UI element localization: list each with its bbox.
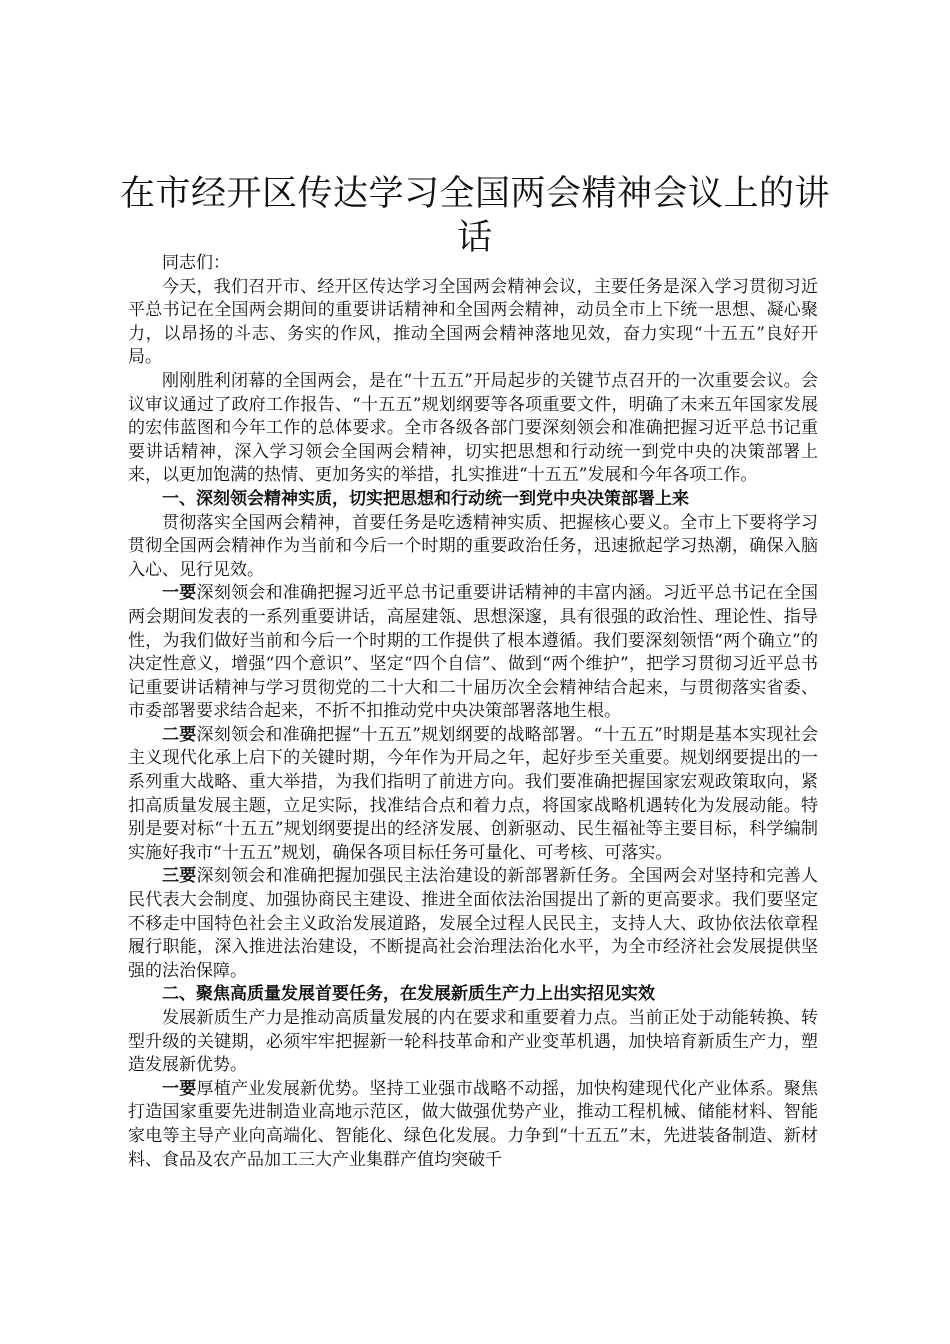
list-item [128,724,818,866]
section-heading: 一、深刻领会精神实质，切实把思想和行动统一到党中央决策部署上来 [162,488,689,509]
paragraph: 发展新质生产力是推动高质量发展的内在要求和重要着力点。当前正处于动能转换、转型升级的关键期，必须牢牢把握新一轮科技革命和产业变革机遇，加快培育新质生产力，塑造发展新优势。 [128,1008,818,1076]
item-lead: 三要 [162,866,197,887]
item-text: 深刻领会和准确把握“十五五”规划纲要的战略部署。“十五五”时期是基本实现社会主义现代化承上启下的关键时期，今年作为开局之年，起好步至关重要。规划纲要提出的一系列重大战略、重大举措，为我们指明了前进方向。我们要准确把握国家宏观政策取向，紧扣高质量发展主题，立足实际，找准结合点和着力点，将国家战略机遇转化为发展动能。特别是要对标“十五五”规划纲要提出的经济发展、创新驱动、民生福祉等主要目标，科学编制实施好我市“十五五”规划，确保各项目标任务可量化、可考核、可落实。 [128,724,819,863]
paragraph: 今天，我们召开市、经开区传达学习全国两会精神会议，主要任务是深入学习贯彻习近平总书记在全国两会期间的重要讲话精神和全国两会精神，动员全市上下统一思想、凝心聚力，以昂扬的斗志、务实的作风，推动全国两会精神落地见效，奋力实现“十五五”良好开局。 [128,276,818,368]
item-text: 深刻领会和准确把握习近平总书记重要讲话精神的丰富内涵。习近平总书记在全国两会期间发表的一系列重要讲话，高屋建瓴、思想深邃，具有很强的政治性、理论性、指导性，为我们做好当前和今后一个时期的工作提供了根本遵循。我们要深刻领悟“两个确立”的决定性意义，增强“四个意识”、坚定“四个自信”、做到“两个维护”，把学习贯彻习近平总书记重要讲话精神与学习贯彻党的二十大和二十届历次全会精神结合起来，与贯彻落实省委、市委部署要求结合起来，不折不扣推动党中央决策部署落地生根。 [128,583,819,722]
section-heading: 二、聚焦高质量发展首要任务，在发展新质生产力上出实招见实效 [162,984,655,1005]
document-title: 在市经开区传达学习全国两会精神会议上的讲话 [119,174,830,258]
list-item [128,1078,818,1172]
item-lead: 一要 [162,1078,197,1099]
salutation: 同志们： [162,253,230,273]
item-text: 深刻领会和准确把握加强民主法治建设的新部署新任务。全国两会对坚持和完善人民代表大会制度、加强协商民主建设、推进全面依法治国提出了新的更高要求。我们要坚定不移走中国特色社会主义政治发展道路，发展全过程人民民主，支持人大、政协依法依章程履行职能，深入推进法治建设，不断提高社会治理法治化水平，为全市经济社会发展提供坚强的法治保障。 [128,866,819,981]
document-body [128,252,818,1172]
paragraph: 刚刚胜利闭幕的全国两会，是在“十五五”开局起步的关键节点召开的一次重要会议。会议审议通过了政府工作报告、“十五五”规划纲要等各项重要文件，明确了未来五年国家发展的宏伟蓝图和今年工作的总体要求。全市各级各部门要深刻领会和准确把握习近平总书记重要讲话精神，深入学习领会全国两会精神，切实把思想和行动统一到党中央的决策部署上来，以更加饱满的热情、更加务实的举措，扎实推进“十五五”发展和今年各项工作。 [128,370,818,486]
item-text: 厚植产业发展新优势。坚持工业强市战略不动摇，加快构建现代化产业体系。聚焦打造国家重要先进制造业高地示范区，做大做强优势产业，推动工程机械、储能材料、智能家电等主导产业向高端化、智能化、绿色化发展。力争到“十五五”末，先进装备制造、新材料、食品及农产品加工三大产业集群产值均突破千 [128,1078,819,1170]
item-lead: 一要 [162,583,197,604]
item-lead: 二要 [162,724,197,745]
paragraph: 贯彻落实全国两会精神，首要任务是吃透精神实质、把握核心要义。全市上下要将学习贯彻全国两会精神作为当前和今后一个时期的重要政治任务，迅速掀起学习热潮，确保入脑入心、见行见效。 [128,512,818,580]
list-item [128,582,818,724]
list-item [128,865,818,983]
